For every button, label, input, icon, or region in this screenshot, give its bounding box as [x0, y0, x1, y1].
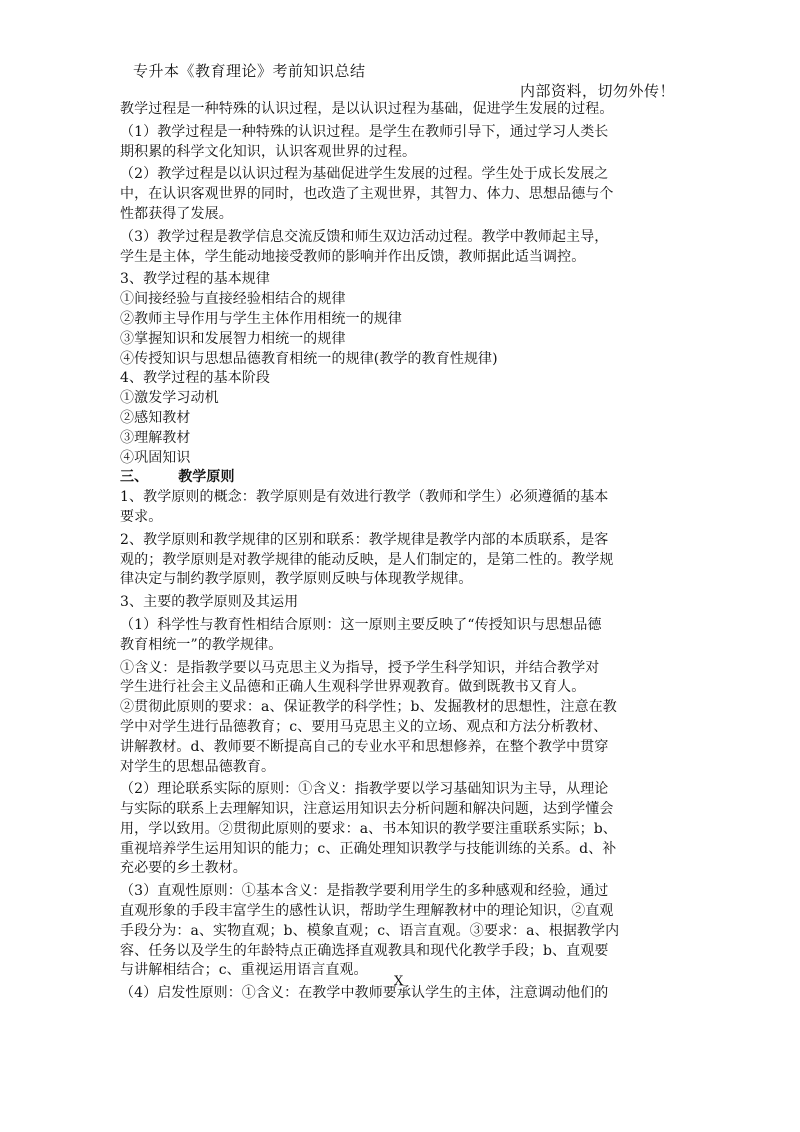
text-line: 手段分为：a、实物直观；b、模象直观；c、语言直观。③要求：a、根据教学内	[120, 922, 620, 939]
section-heading	[120, 468, 692, 488]
text-line: 与实际的联系上去理解知识，注意运用知识去分析问题和解决问题，达到学懂会	[120, 801, 614, 818]
text-line: 3、教学过程的基本规律	[120, 271, 271, 288]
text-line: 重视培养学生运用知识的能力；c、正确处理知识教学与技能训练的关系。d、补	[120, 840, 617, 857]
text-line: 容、任务以及学生的年龄特点正确选择直观教具和现代化教学手段；b、直观要	[120, 942, 609, 959]
section-title: 教学原则	[178, 469, 235, 486]
text-line: 与讲解相结合；c、重视运用语言直观。	[120, 962, 368, 979]
document-title: 专升本《教育理论》考前知识总结	[133, 62, 366, 80]
document-body	[120, 100, 692, 1004]
text-line: 直观形象的手段丰富学生的感性认识，帮助学生理解教材中的理论知识，②直观	[120, 903, 614, 920]
confidential-note: 内部资料，切勿外传！	[520, 82, 676, 100]
text-line: ③理解教材	[120, 429, 191, 446]
text-line: （3）教学过程是教学信息交流反馈和师生双边活动过程。教学中教师起主导，	[120, 228, 609, 245]
text-line: ④传授知识与思想品德教育相统一的规律(教学的教育性规律)	[120, 350, 498, 367]
text-line: 3、主要的教学原则及其运用	[120, 594, 299, 611]
text-line: 要求。	[120, 508, 163, 525]
text-line: ④巩固知识	[120, 449, 191, 466]
page-footer-label: X	[394, 974, 404, 989]
section-number: 三、	[120, 469, 149, 486]
text-line: ①含义：是指教学要以马克思主义为指导，授予学生科学知识，并结合教学对	[120, 659, 600, 676]
text-line: 观的；教学原则是对教学规律的能动反映，是人们制定的，是第二性的。教学规	[120, 551, 614, 568]
text-line: ①间接经验与直接经验相结合的规律	[120, 291, 346, 308]
text-line: （3）直观性原则：①基本含义：是指教学要利用学生的多种感观和经验，通过	[120, 883, 609, 900]
text-line: ②教师主导作用与学生主体作用相统一的规律	[120, 310, 402, 327]
text-line: 4、教学过程的基本阶段	[120, 370, 271, 387]
text-line: ②贯彻此原则的要求：a、保证教学的科学性；b、发掘教材的思想性，注意在教	[120, 699, 617, 716]
text-line: 学生是主体，学生能动地接受教师的影响并作出反馈，教师据此适当调控。	[120, 248, 586, 265]
text-line: 性都获得了发展。	[120, 205, 233, 222]
text-line: （1）科学性与教育性相结合原则：这一原则主要反映了“传授知识与思想品德	[120, 616, 602, 633]
text-line: 期积累的科学文化知识，认识客观世界的过程。	[120, 143, 417, 160]
text-line: （2）教学过程是以认识过程为基础促进学生发展的过程。学生处于成长发展之	[120, 166, 609, 183]
text-line: （2）理论联系实际的原则：①含义：指教学要以学习基础知识为主导，从理论	[120, 781, 609, 798]
text-line: 学中对学生进行品德教育；c、要用马克思主义的立场、观点和方法分析教材、	[120, 718, 608, 735]
text-line: 对学生的思想品德教育。	[120, 758, 276, 775]
text-line: 学生进行社会主义品德和正确人生观科学世界观教育。做到既教书又育人。	[120, 679, 586, 696]
text-line: 充必要的乡土教材。	[120, 860, 247, 877]
text-line: ①激发学习动机	[120, 390, 219, 407]
text-line: （4）启发性原则：①含义：在教学中教师要承认学生的主体，注意调动他们的	[120, 985, 609, 1002]
text-line: 中，在认识客观世界的同时，也改造了主观世界，其智力、体力、思想品德与个	[120, 186, 614, 203]
text-line: 讲解教材。d、教师要不断提高自己的专业水平和思想修养，在整个教学中贯穿	[120, 738, 609, 755]
text-line: 教育相统一”的教学规律。	[120, 636, 283, 653]
text-line: 用，学以致用。②贯彻此原则的要求：a、书本知识的教学要注重联系实际；b、	[120, 820, 617, 837]
text-line: 教学过程是一种特殊的认识过程，是以认识过程为基础，促进学生发展的过程。	[120, 101, 614, 117]
text-line: 2、教学原则和教学规律的区别和联系：教学规律是教学内部的本质联系，是客	[120, 531, 609, 548]
text-line: （1）教学过程是一种特殊的认识过程。是学生在教师引导下，通过学习人类长	[120, 123, 609, 140]
text-line: 1、教学原则的概念：教学原则是有效进行教学（教师和学生）必须遵循的基本	[120, 489, 609, 506]
text-line: ②感知教材	[120, 409, 191, 426]
text-line: 律决定与制约教学原则，教学原则反映与体现教学规律。	[120, 571, 473, 588]
text-line: ③掌握知识和发展智力相统一的规律	[120, 330, 346, 347]
